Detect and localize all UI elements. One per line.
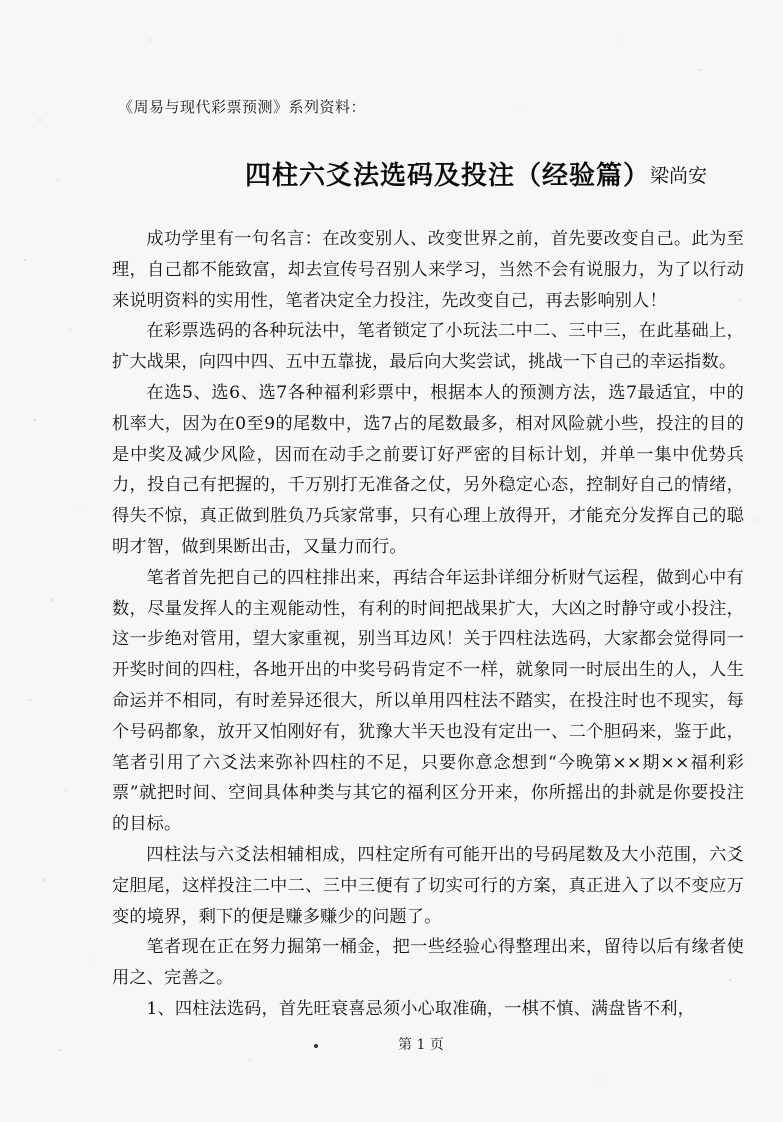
page-number: 第 1 页 — [398, 1037, 444, 1053]
paragraph: 成功学里有一句名言：在改变别人、改变世界之前，首先要改变自己。此为至理，自己都不能致富，却去宣传号召别人来学习，当然不会有说服力，为了以行动来说明资料的实用性，笔者决定全力投注，先改变自己，再去影响别人！ — [112, 229, 744, 311]
paragraph: 在彩票选码的各种玩法中，笔者锁定了小玩法二中二、三中三，在此基础上，扩大战果，向四中四、五中五靠拢，最后向大奖尝试，挑战一下自己的幸运指数。 — [112, 321, 744, 373]
paragraph: 四柱法与六爻法相辅相成，四柱定所有可能开出的号码尾数及大小范围，六爻定胆尾，这样投注二中二、三中三便有了切实可行的方案，真正进入了以不变应万变的境界，剩下的便是赚多赚少的问题了。 — [112, 844, 744, 927]
paragraph: 笔者首先把自己的四柱排出来，再结合年运卦详细分析财气运程，做到心中有数，尽量发挥人的主观能动性，有利的时间把战果扩大，大凶之时静守或小投注，这一步绝对管用，望大家重视，别当耳边风！关于四柱法选码，大家都会觉得同一开奖时间的四柱，各地开出的中奖号码肯定不一样，就象同一时辰出生的人，人生命运并不相同，有时差异还很大，所以单用四柱法不踏实，在投注时也不现实，每个号码都象，放开又怕刚好有，犹豫大半天也没有定出一、二个胆码来，鉴于此，笔者引用了六爻法来弥补四柱的不足，只要你意念想到“今晚第××期××福利彩票”就把时间、空间具体种类与其它的福利区分开来，你所摇出的卦就是你要投注的目标。 — [112, 567, 744, 835]
footer-dot — [314, 1044, 318, 1048]
author-name: 梁尚安 — [650, 165, 708, 187]
document-title: 四柱六爻法选码及投注（经验篇） — [245, 161, 651, 191]
document-body — [112, 224, 744, 1025]
paragraph: 笔者现在正在努力掘第一桶金，把一些经验心得整理出来，留待以后有缘者使用之、完善之。 — [112, 937, 744, 989]
title-row — [0, 155, 783, 195]
series-heading: 《周易与现代彩票预测》系列资料： — [118, 98, 367, 116]
paragraph: 在选5、选6、选7各种福利彩票中，根据本人的预测方法，选7最适宜，中的机率大，因为在0至9的尾数中，选7占的尾数最多，相对风险就小些，投注的目的是中奖及减少风险，因而在动手之前要订好严密的目标计划，并单一集中优势兵力，投自己有把握的，千万别打无准备之仗，另外稳定心态，控制好自己的情绪，得失不惊，真正做到胜负乃兵家常事，只有心理上放得开，才能充分发挥自己的聪明才智，做到果断出击，又量力而行。 — [112, 382, 744, 557]
paragraph: 1、四柱法选码，首先旺衰喜忌须小心取准确，一棋不慎、满盘皆不利， — [146, 998, 695, 1019]
